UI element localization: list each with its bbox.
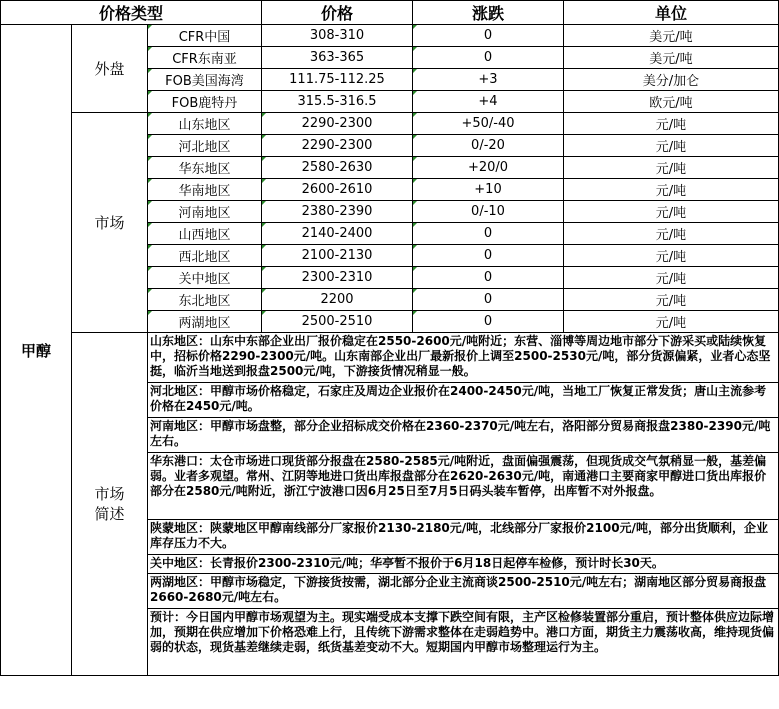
header-type: 价格类型 bbox=[1, 1, 262, 25]
group-market: 市场 bbox=[72, 113, 148, 333]
row-unit: 元/吨 bbox=[564, 113, 779, 135]
row-change: 0 bbox=[413, 25, 564, 47]
group-outer: 外盘 bbox=[72, 25, 148, 113]
table-row bbox=[1, 113, 779, 135]
row-change: +3 bbox=[413, 69, 564, 91]
row-price: 2580-2630 bbox=[262, 157, 413, 179]
row-change: 0/-20 bbox=[413, 135, 564, 157]
row-change: +20/0 bbox=[413, 157, 564, 179]
category-cell: 甲醇 bbox=[1, 25, 72, 676]
summary-forecast: 预计：今日国内甲醇市场观望为主。现实端受成本支撑下跌空间有限，主产区检修装置部分重启，预计整体供应边际增加，预期在供应增加下价格恐难上行，且传统下游需求整体在走弱趋势中。港口方面，期货主力震荡收高，维持现货偏弱的状态，现货基差继续走弱，纸货基差变动不大。短期国内甲醇市场整理运行为主。 bbox=[148, 609, 779, 676]
row-change: 0 bbox=[413, 223, 564, 245]
summary-guanzhong: 关中地区：长青报价2300-2310元/吨；华亭暂不报价于6月18日起停车检修，预计时长30天。 bbox=[148, 555, 779, 574]
row-price: 363-365 bbox=[262, 47, 413, 69]
row-unit: 元/吨 bbox=[564, 245, 779, 267]
summary-shandong: 山东地区：山东中东部企业出厂报价稳定在2550-2600元/吨附近；东营、淄博等周边地市部分下游采买或陆续恢复中，招标价格2290-2300元/吨。山东南部企业出厂最新报价上调至2500-2530元/吨，部分货源偏紧，业者心态坚挺，临沂当地送到报盘2500元/吨，下游接货情况稍显一般。 bbox=[148, 333, 779, 383]
row-name: 西北地区 bbox=[148, 245, 262, 267]
row-price: 2140-2400 bbox=[262, 223, 413, 245]
header-price: 价格 bbox=[262, 1, 413, 25]
row-name: 华东地区 bbox=[148, 157, 262, 179]
summary-hebei: 河北地区：甲醇市场价格稳定，石家庄及周边企业报价在2400-2450元/吨，当地工厂恢复正常发货；唐山主流参考价格在2450元/吨。 bbox=[148, 383, 779, 418]
row-name: CFR中国 bbox=[148, 25, 262, 47]
row-price: 308-310 bbox=[262, 25, 413, 47]
row-unit: 元/吨 bbox=[564, 289, 779, 311]
row-change: 0 bbox=[413, 245, 564, 267]
header-unit: 单位 bbox=[564, 1, 779, 25]
summary-henan: 河南地区：甲醇市场盘整，部分企业招标成交价格在2360-2370元/吨左右，洛阳部分贸易商报盘2380-2390元/吨左右。 bbox=[148, 418, 779, 453]
row-name: 河南地区 bbox=[148, 201, 262, 223]
header-change: 涨跌 bbox=[413, 1, 564, 25]
row-name: 山西地区 bbox=[148, 223, 262, 245]
row-change: +50/-40 bbox=[413, 113, 564, 135]
row-name: FOB鹿特丹 bbox=[148, 91, 262, 113]
row-unit: 元/吨 bbox=[564, 157, 779, 179]
row-unit: 元/吨 bbox=[564, 311, 779, 333]
row-price: 315.5-316.5 bbox=[262, 91, 413, 113]
row-name: 关中地区 bbox=[148, 267, 262, 289]
row-price: 2600-2610 bbox=[262, 179, 413, 201]
row-name: 河北地区 bbox=[148, 135, 262, 157]
row-unit: 元/吨 bbox=[564, 223, 779, 245]
row-name: 山东地区 bbox=[148, 113, 262, 135]
header-row bbox=[1, 1, 779, 25]
row-name: 两湖地区 bbox=[148, 311, 262, 333]
row-price: 111.75-112.25 bbox=[262, 69, 413, 91]
row-unit: 美分/加仑 bbox=[564, 69, 779, 91]
row-price: 2290-2300 bbox=[262, 135, 413, 157]
group-summary: 市场 简述 bbox=[72, 333, 148, 676]
row-price: 2380-2390 bbox=[262, 201, 413, 223]
summary-huadong: 华东港口：太仓市场进口现货部分报盘在2580-2585元/吨附近，盘面偏强震荡，但现货成交气氛稍显一般，基差偏弱。业者多观望。常州、江阴等地进口货出库报盘部分在2620-2630元/吨，南通港口主要商家甲醇进口货出库报价部分在2580元/吨附近，浙江宁波港口因6月25日至7月5日码头装车暂停，出库暂不对外报盘。 bbox=[148, 453, 779, 520]
row-price: 2290-2300 bbox=[262, 113, 413, 135]
row-change: +4 bbox=[413, 91, 564, 113]
row-unit: 元/吨 bbox=[564, 135, 779, 157]
table-row bbox=[1, 25, 779, 47]
row-change: +10 bbox=[413, 179, 564, 201]
row-name: FOB美国海湾 bbox=[148, 69, 262, 91]
row-name: CFR东南亚 bbox=[148, 47, 262, 69]
row-price: 2100-2130 bbox=[262, 245, 413, 267]
row-unit: 元/吨 bbox=[564, 179, 779, 201]
row-unit: 欧元/吨 bbox=[564, 91, 779, 113]
summary-lianghu: 两湖地区：甲醇市场稳定，下游接货按需，湖北部分企业主流商谈2500-2510元/吨左右；湖南地区部分贸易商报盘2660-2680元/吨左右。 bbox=[148, 574, 779, 609]
row-unit: 美元/吨 bbox=[564, 25, 779, 47]
summary-shanmeng: 陕蒙地区：陕蒙地区甲醇南线部分厂家报价2130-2180元/吨，北线部分厂家报价2100元/吨，部分出货顺利，企业库存压力不大。 bbox=[148, 520, 779, 555]
row-name: 华南地区 bbox=[148, 179, 262, 201]
row-price: 2300-2310 bbox=[262, 267, 413, 289]
row-unit: 元/吨 bbox=[564, 201, 779, 223]
summary-row bbox=[1, 333, 779, 383]
row-change: 0 bbox=[413, 311, 564, 333]
row-change: 0 bbox=[413, 289, 564, 311]
row-change: 0/-10 bbox=[413, 201, 564, 223]
row-price: 2500-2510 bbox=[262, 311, 413, 333]
row-change: 0 bbox=[413, 267, 564, 289]
row-price: 2200 bbox=[262, 289, 413, 311]
row-name: 东北地区 bbox=[148, 289, 262, 311]
row-unit: 美元/吨 bbox=[564, 47, 779, 69]
row-change: 0 bbox=[413, 47, 564, 69]
row-unit: 元/吨 bbox=[564, 267, 779, 289]
